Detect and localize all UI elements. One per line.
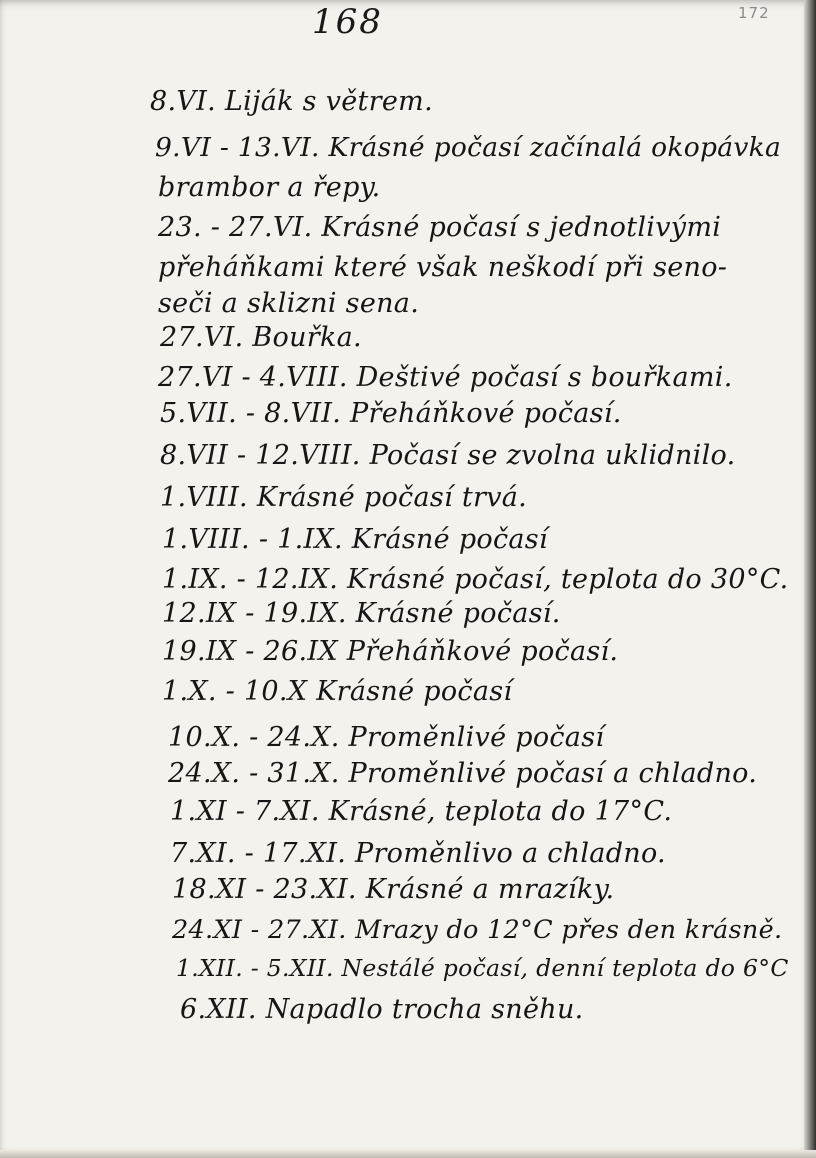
- archive-page-number: 172: [738, 4, 770, 22]
- entry-line: 24.XI - 27.XI. Mrazy do 12°C přes den krásně.: [172, 915, 783, 945]
- entry-line: 1.IX. - 12.IX. Krásné počasí, teplota do 30°C.: [162, 564, 789, 595]
- entry-line: 8.VII - 12.VIII. Počasí se zvolna uklidnilo.: [160, 440, 736, 471]
- entry-line: seči a sklizni sena.: [158, 288, 420, 319]
- entry-line: 19.IX - 26.IX Přeháňkové počasí.: [162, 636, 619, 667]
- entry-line: přeháňkami které však neškodí při seno-: [158, 252, 728, 283]
- entry-line: 1.VIII. - 1.IX. Krásné počasí: [162, 524, 548, 555]
- entry-line: 23. - 27.VI. Krásné počasí s jednotlivými: [158, 212, 722, 243]
- entry-line: brambor a řepy.: [158, 172, 381, 203]
- entry-line: 18.XI - 23.XI. Krásné a mrazíky.: [172, 874, 615, 905]
- entry-line: 1.XI - 7.XI. Krásné, teplota do 17°C.: [170, 796, 673, 827]
- entry-line: 9.VI - 13.VI. Krásné počasí začínalá okopávka: [155, 132, 782, 163]
- entry-line: 27.VI - 4.VIII. Deštivé počasí s bouřkami.: [158, 362, 733, 393]
- entry-line: 10.X. - 24.X. Proměnlivé počasí: [168, 722, 605, 753]
- entry-line: 1.X. - 10.X Krásné počasí: [162, 676, 513, 707]
- page-number: 168: [312, 2, 383, 42]
- entry-line: 12.IX - 19.IX. Krásné počasí.: [162, 598, 561, 629]
- entry-line: 24.X. - 31.X. Proměnlivé počasí a chladno.: [168, 758, 758, 789]
- entry-line: 7.XI. - 17.XI. Proměnlivo a chladno.: [170, 838, 666, 869]
- entry-line: 6.XII. Napadlo trocha sněhu.: [180, 994, 584, 1025]
- entry-line: 5.VII. - 8.VII. Přeháňkové počasí.: [160, 398, 622, 429]
- entry-line: 8.VI. Liják s větrem.: [150, 86, 433, 117]
- entry-line: 1.XII. - 5.XII. Nestálé počasí, denní teplota do 6°C: [176, 954, 789, 982]
- entry-line: 27.VI. Bouřka.: [160, 322, 362, 353]
- entry-line: 1.VIII. Krásné počasí trvá.: [160, 482, 528, 513]
